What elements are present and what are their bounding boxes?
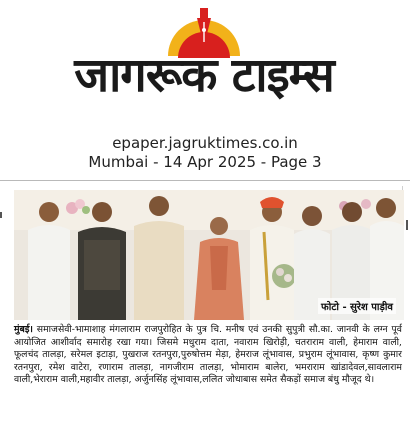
article-caption xyxy=(14,324,402,387)
column-edge-mark-left xyxy=(0,212,2,218)
masthead xyxy=(0,0,410,180)
newspaper-logo xyxy=(14,0,394,112)
column-edge-mark-right xyxy=(406,220,408,230)
news-photo xyxy=(14,190,404,320)
logo-wordmark: जागरूक टाइम्स xyxy=(74,48,334,103)
article-dateline: मुंबई। xyxy=(14,324,33,335)
edition-date: Mumbai - 14 Apr 2025 - Page 3 xyxy=(88,153,322,171)
page-divider xyxy=(0,180,410,181)
photo-credit: फोटो - सुरेश पाड़ीव xyxy=(318,298,396,314)
epaper-url[interactable]: epaper.jagruktimes.co.in xyxy=(112,134,298,152)
article-body: समाजसेवी-भामाशाह मंगलाराम राजपुरोहित के पुत्र चि. मनीष एवं उनकी सुपुत्री सौ.का. जानवी के लग्न पूर्व आयोजित आशीर्वाद समारोह रखा गया। जिसमे मधुराम दाता, नवाराम खिरोड़ी, चतराराम वाली, हेमाराम वाली, फूलचंद तालड़ा, सरेमल इटाड़ा, पुखराज रतनपुरा,पुरुषोत्तम मेड़ा, हेमराज लूंभावास, प्रभुराम लूंभावास, कृष्ण कुमार रतनपुरा, रमेश वाटेरा, रणाराम तालड़ा, नागजीराम तालड़ा, भोमाराम बालेरा, भमराराम खांडादेवल,सावलाराम वाली,भेराराम वाली,महावीर तालड़ा, अर्जुनसिंह लूंभावास,ललित जोधाबास समेत सैकड़ों समाज बंधु मौजूद थे। xyxy=(14,324,402,385)
